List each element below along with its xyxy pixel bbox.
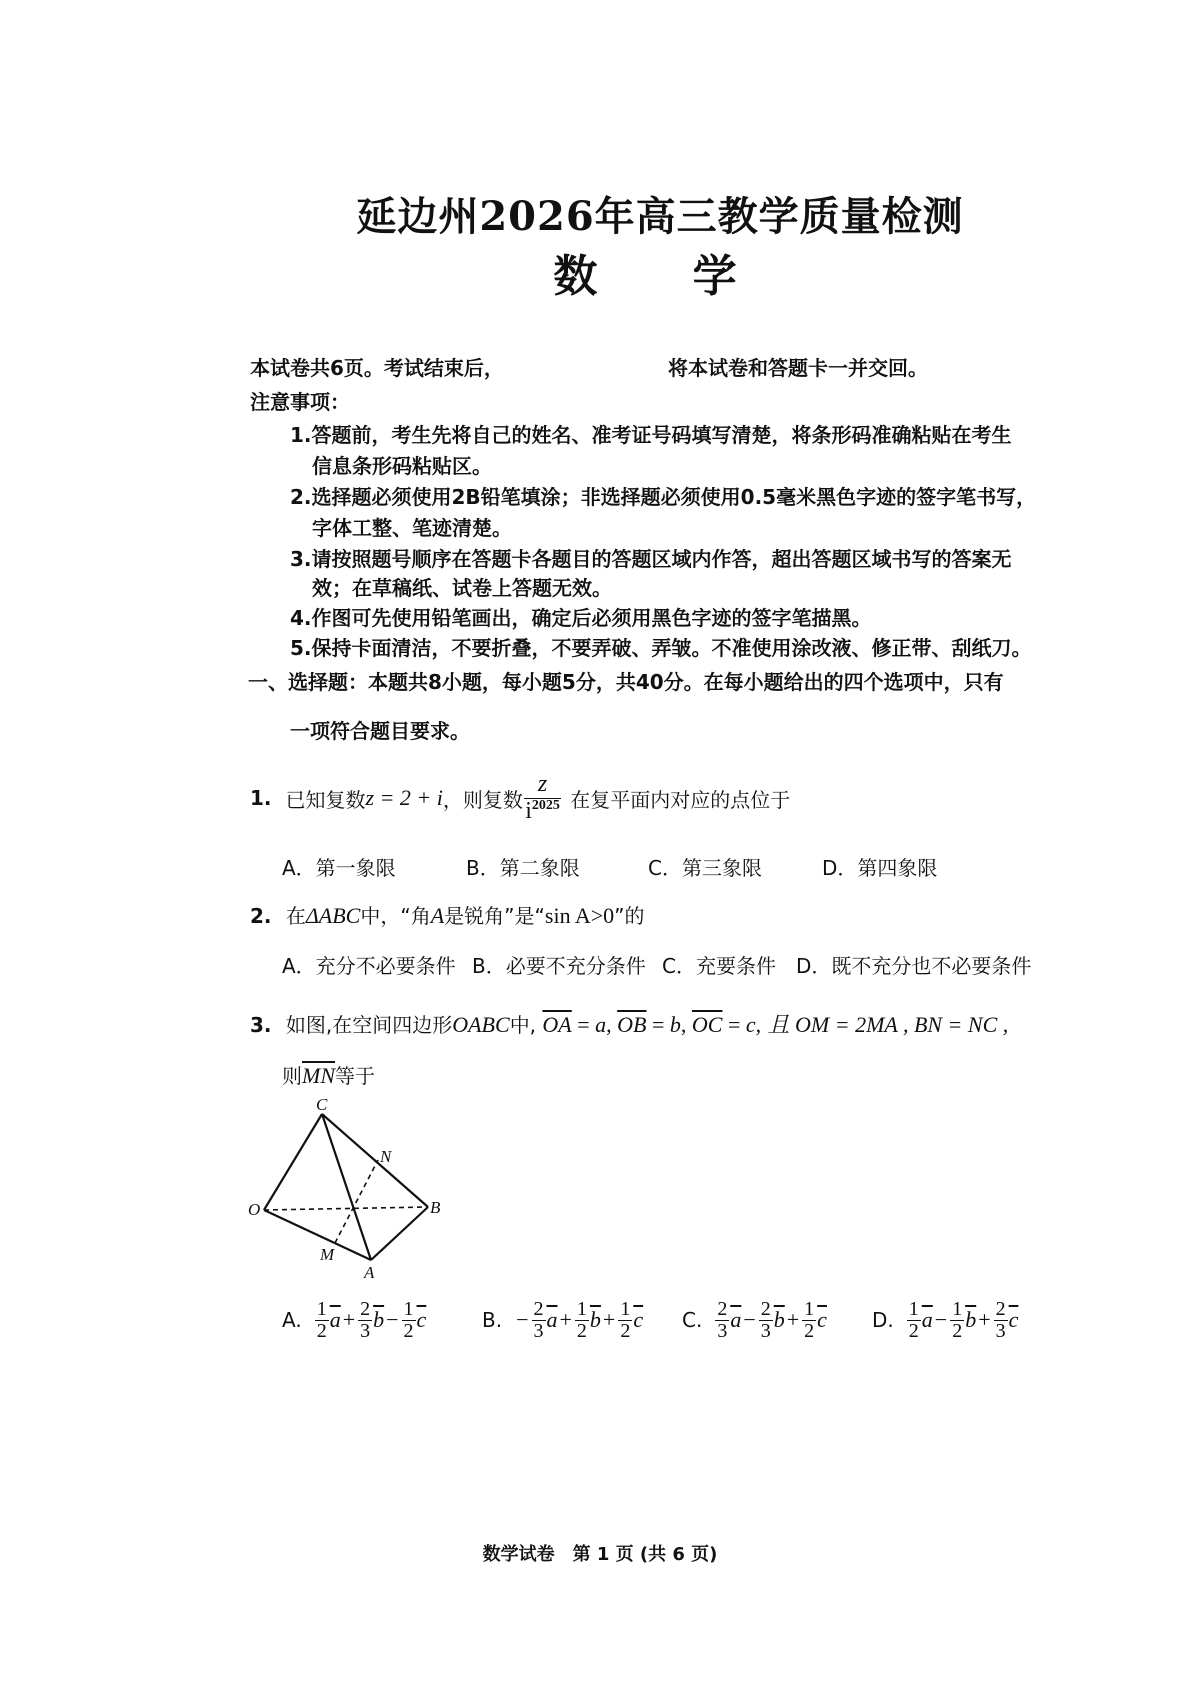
- q3-option-letter: C.: [682, 1308, 703, 1332]
- term-fraction: [532, 1299, 546, 1342]
- q3-option-letter: D.: [872, 1308, 894, 1332]
- label-m: M: [320, 1245, 335, 1264]
- fraction-numerator: 1: [908, 1297, 919, 1320]
- term-fraction: [759, 1299, 773, 1342]
- q3-option-b[interactable]: [482, 1292, 643, 1348]
- label-o: O: [248, 1200, 261, 1219]
- q3-option-d[interactable]: [872, 1292, 1018, 1348]
- q2-condition: sin A>0: [544, 903, 615, 928]
- term-fraction: [994, 1299, 1008, 1342]
- q2-angle: A: [430, 903, 445, 928]
- note-1-cont: 信息条形码粘贴区。: [312, 454, 492, 478]
- q1-den-exp: 2025: [531, 797, 560, 813]
- question-3: [250, 1008, 1008, 1039]
- q3-line-2: [282, 1060, 375, 1089]
- q3-text-a: 如图,在空间四边形: [285, 1013, 453, 1037]
- q1-text-b: ，则复数: [442, 787, 523, 812]
- fraction-numerator: 1: [576, 1297, 587, 1320]
- q3-option-letter: A.: [282, 1308, 302, 1332]
- q3-option-c[interactable]: [682, 1292, 827, 1348]
- fraction-numerator: 1: [403, 1297, 414, 1320]
- term-sign: −: [516, 1307, 529, 1332]
- fraction-denominator: 3: [717, 1319, 728, 1342]
- term-fraction: [907, 1299, 921, 1342]
- page-footer: 数学试卷 第 1 页 (共 6 页): [482, 1544, 718, 1565]
- q2-text-a: 在: [285, 904, 306, 928]
- label-c: C: [316, 1095, 328, 1114]
- q1-option-d[interactable]: D．第四象限: [822, 856, 938, 880]
- term-fraction: [715, 1299, 729, 1342]
- fraction-denominator: 2: [804, 1319, 815, 1342]
- vector-c: $\overline{c}$: [817, 1307, 827, 1332]
- term-sign: −: [743, 1307, 756, 1332]
- vector-c: $\overline{c}$: [1008, 1307, 1019, 1332]
- subject-title: 数 学: [553, 251, 777, 302]
- fraction-denominator: 2: [403, 1319, 414, 1342]
- q1-frac-den: [525, 799, 560, 824]
- q1-text-c: 在复平面内对应的点位于: [570, 787, 791, 812]
- vector-c: $\overline{c}$: [633, 1307, 644, 1332]
- vector-a: $\overline{a}$: [921, 1307, 933, 1332]
- q1-expr: z = 2 + i: [365, 785, 443, 810]
- vector-b: $\overline{b}$: [373, 1307, 385, 1332]
- q3-option-a[interactable]: [282, 1292, 426, 1348]
- fraction-denominator: 2: [620, 1319, 631, 1342]
- q2-text-b: 中，“角: [360, 904, 431, 928]
- fraction-denominator: 3: [760, 1319, 771, 1342]
- note-3: 3.请按照题号顺序在答题卡各题目的答题区域内作答，超出答题区域书写的答案无: [290, 547, 1012, 571]
- fraction-denominator: 2: [952, 1319, 963, 1342]
- fraction-denominator: 3: [360, 1319, 371, 1342]
- vector-b: $\overline{b}$: [589, 1307, 601, 1332]
- q3-vectors: $\overline{OA} = a$, $\overline{OB} = b$, $\overline{OC} = c$,: [542, 1012, 762, 1037]
- q1-den-base: i: [525, 797, 532, 824]
- q2-option-b[interactable]: B．必要不充分条件: [472, 954, 646, 978]
- vector-b: $\overline{b}$: [773, 1307, 785, 1332]
- q3-text-b: 中,: [509, 1013, 537, 1037]
- vector-a: $\overline{a}$: [329, 1307, 341, 1332]
- fraction-numerator: 1: [316, 1297, 327, 1320]
- q1-option-b[interactable]: B．第二象限: [466, 856, 580, 880]
- q3-mn: $\overline{MN}$: [302, 1063, 335, 1088]
- fraction-numerator: 2: [760, 1297, 771, 1320]
- label-a: A: [364, 1263, 375, 1282]
- fraction-numerator: 2: [533, 1297, 544, 1320]
- fraction-numerator: 1: [804, 1297, 815, 1320]
- question-1: [250, 768, 790, 828]
- q2-triangle: ΔABC: [305, 903, 361, 928]
- fraction-numerator: 2: [360, 1297, 371, 1320]
- question-2: [250, 900, 645, 929]
- vector-a: $\overline{a}$: [730, 1307, 742, 1332]
- q1-fraction: [524, 772, 561, 823]
- fraction-denominator: 2: [316, 1319, 327, 1342]
- term-fraction: [575, 1299, 589, 1342]
- q2-number: 2.: [250, 904, 272, 928]
- term-fraction: [618, 1299, 632, 1342]
- section-heading-cont: 一项符合题目要求。: [290, 719, 470, 743]
- q2-text-d: ”的: [614, 904, 645, 928]
- note-2: 2.选择题必须使用2B铅笔填涂；非选择题必须使用0.5毫米黑色字迹的签字笔书写，: [290, 485, 1037, 509]
- q2-option-d[interactable]: D．既不充分也不必要条件: [796, 954, 1032, 978]
- term-fraction: [358, 1299, 372, 1342]
- q3-options: [282, 1292, 1102, 1352]
- q1-option-a[interactable]: A．第一象限: [282, 856, 396, 880]
- fraction-numerator: 2: [717, 1297, 728, 1320]
- fraction-denominator: 2: [576, 1319, 587, 1342]
- note-2-cont: 字体工整、笔迹清楚。: [312, 516, 512, 540]
- q3-conditions: 且 OM = 2MA , BN = NC ,: [767, 1012, 1009, 1037]
- vector-c: $\overline{c}$: [416, 1307, 427, 1332]
- q3-text-d: 等于: [335, 1064, 375, 1088]
- q3-option-letter: B.: [482, 1308, 503, 1332]
- q1-text-a: 已知复数: [285, 787, 366, 812]
- term-sign: −: [934, 1307, 948, 1332]
- vector-a: $\overline{a}$: [546, 1307, 558, 1332]
- fraction-numerator: 2: [995, 1297, 1006, 1320]
- fraction-numerator: 1: [620, 1297, 631, 1320]
- note-4: 4.作图可先使用铅笔画出，确定后必须用黑色字迹的签字笔描黑。: [290, 606, 872, 630]
- q1-number: 1.: [250, 786, 272, 810]
- edge-ob-dashed: [264, 1207, 428, 1210]
- q3-text-c: 则: [282, 1064, 302, 1088]
- edge-ab: [371, 1207, 428, 1260]
- edge-oa: [264, 1210, 371, 1260]
- term-sign: +: [342, 1307, 356, 1332]
- term-sign: +: [978, 1307, 991, 1332]
- intro-line-b: 将本试卷和答题卡一并交回。: [668, 356, 928, 380]
- q1-frac-num: z: [524, 772, 561, 798]
- label-b: B: [430, 1198, 441, 1217]
- fraction-denominator: 3: [995, 1319, 1006, 1342]
- edge-oc: [264, 1114, 322, 1210]
- term-sign: −: [386, 1307, 399, 1332]
- note-3-cont: 效；在草稿纸、试卷上答题无效。: [312, 576, 612, 600]
- intro-line-a: 本试卷共6页。考试结束后，: [250, 356, 504, 380]
- fraction-denominator: 3: [533, 1319, 544, 1342]
- fraction-numerator: 1: [952, 1297, 963, 1320]
- term-fraction: [402, 1299, 416, 1342]
- section-heading: 一、选择题：本题共8小题，每小题5分，共40分。在每小题给出的四个选项中，只有: [248, 670, 1004, 694]
- q3-number: 3.: [250, 1013, 272, 1037]
- term-sign: +: [559, 1307, 572, 1332]
- q2-option-a[interactable]: A．充分不必要条件: [282, 954, 456, 978]
- fraction-denominator: 2: [908, 1319, 919, 1342]
- term-sign: +: [602, 1307, 616, 1332]
- tetrahedron-figure: [240, 1090, 470, 1290]
- q1-option-c[interactable]: C．第三象限: [648, 856, 762, 880]
- term-fraction: [315, 1299, 329, 1342]
- notes-label: 注意事项：: [250, 390, 350, 414]
- term-fraction: [802, 1299, 816, 1342]
- term-fraction: [950, 1299, 964, 1342]
- note-1: 1.答题前，考生先将自己的姓名、准考证号码填写清楚，将条形码准确粘贴在考生: [290, 423, 1012, 447]
- q2-option-c[interactable]: C．充要条件: [662, 954, 776, 978]
- q3-quad: OABC: [452, 1012, 510, 1037]
- term-sign: +: [786, 1307, 800, 1332]
- q2-text-c: 是锐角”是“: [444, 904, 545, 928]
- label-n: N: [380, 1147, 392, 1166]
- note-5: 5.保持卡面清洁，不要折叠，不要弄破、弄皱。不准使用涂改液、修正带、刮纸刀。: [290, 636, 1032, 660]
- exam-title: 延边州2026年高三教学质量检测: [356, 193, 964, 240]
- vector-b: $\overline{b}$: [965, 1307, 977, 1332]
